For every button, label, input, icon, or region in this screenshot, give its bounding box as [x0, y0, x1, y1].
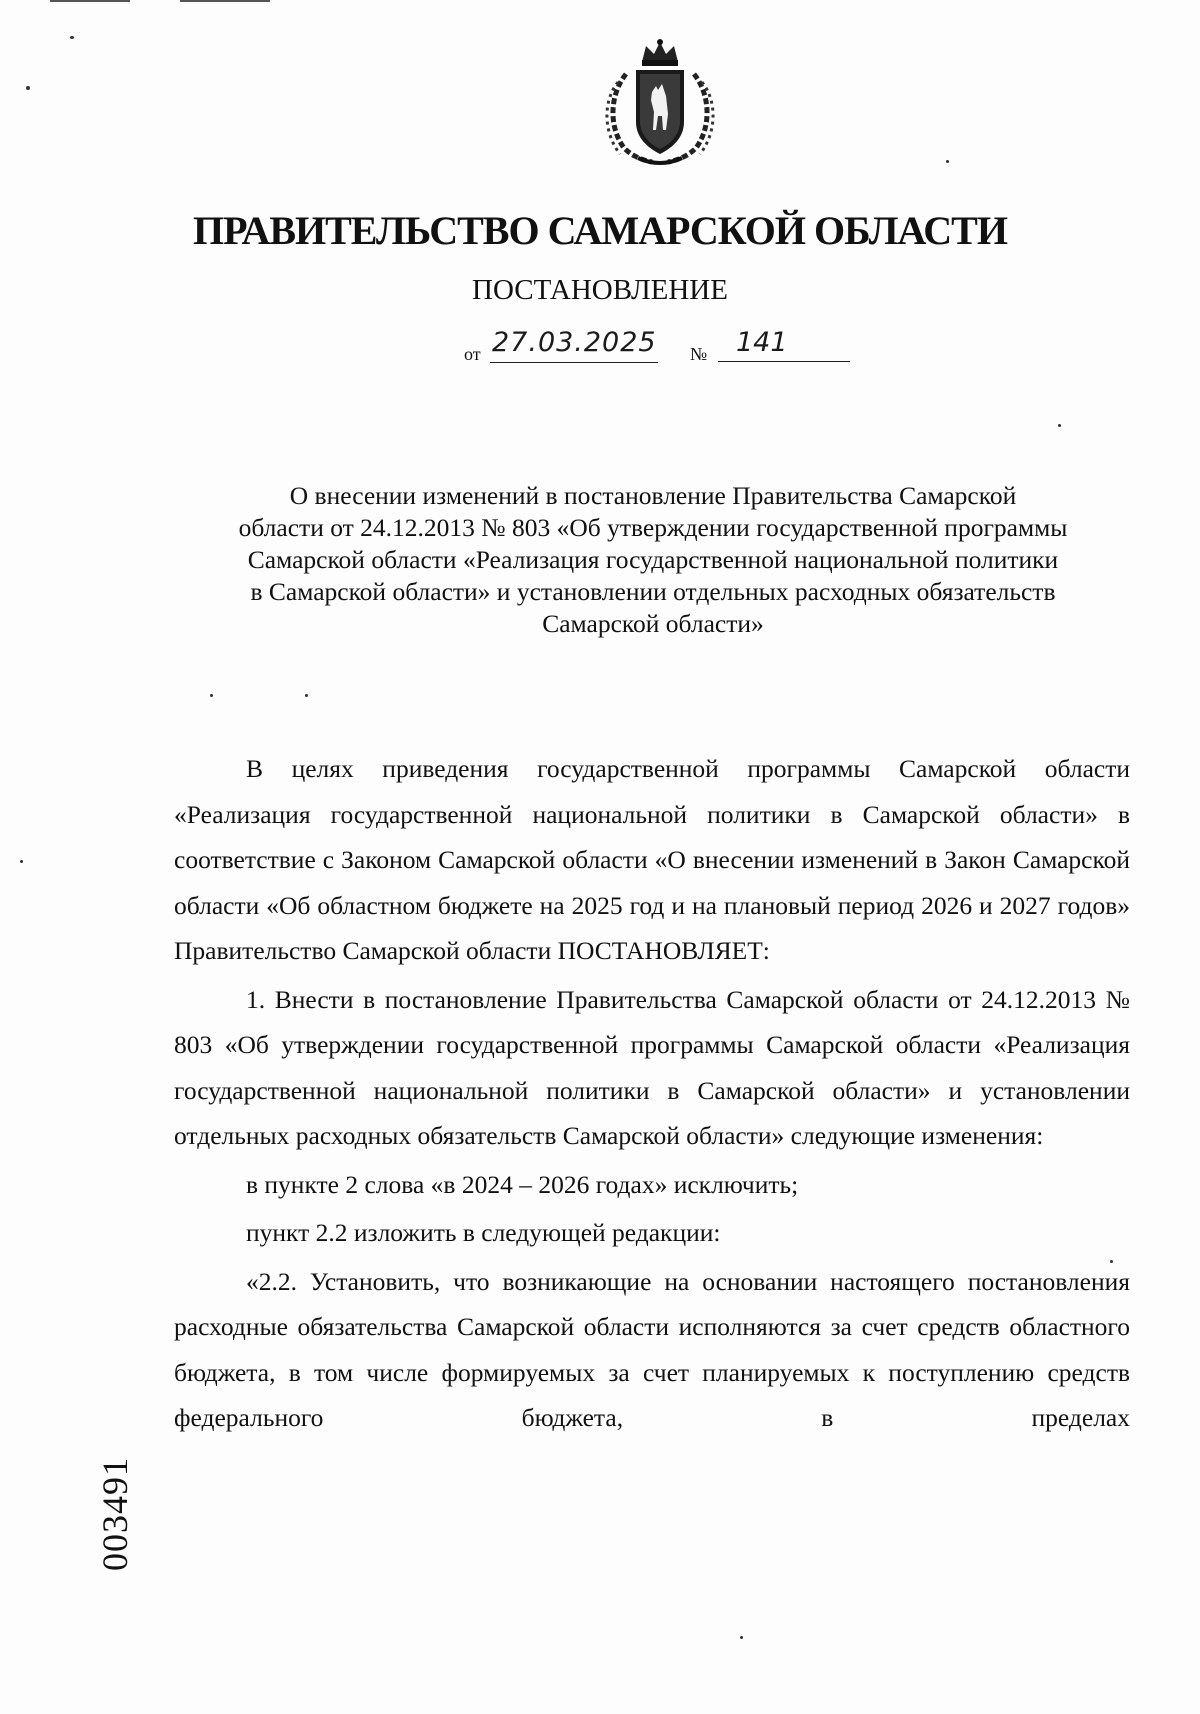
scan-speck — [740, 1636, 743, 1639]
subject-line: области от 24.12.2013 № 803 «Об утверждении государственной программы — [238, 513, 1068, 542]
date-number-line — [464, 326, 864, 372]
body-paragraph: пункт 2.2 изложить в следующей редакции: — [246, 1218, 721, 1247]
subject-line: Самарской области» — [542, 609, 764, 638]
margin-stamp-number: 003491 — [95, 1457, 135, 1571]
scan-speck — [70, 36, 74, 39]
document-date: 27.03.2025 — [490, 326, 658, 363]
body-paragraph: в пункте 2 слова «в 2024 – 2026 годах» исключить; — [246, 1169, 799, 1199]
body-paragraph: В целях приведения государственной программы Самарской области «Реализация государственной национальной политики в Самарской области» в соответствие с Законом Самарской области «О внесении изменений в Закон Самарской области «Об областном бюджете на 2025 год и на плановый период 2026 и 2027 годов» Правительство Самарской области ПОСТАНОВЛЯЕТ: — [174, 754, 1130, 965]
margin-stamp — [94, 1430, 134, 1600]
subject-line: Самарской области «Реализация государственной национальной политики — [247, 545, 1059, 574]
date-prefix: от — [464, 344, 481, 364]
scan-speck — [26, 86, 30, 90]
document-subject — [190, 480, 1116, 640]
body-paragraph: «2.2. Установить, что возникающие на основании настоящего постановления расходные обязательства Самарской области исполняются за счет средств областного бюджета, в том числе формируемых за счет планируемых к поступлению средств федерального бюджета, в пределах — [174, 1266, 1130, 1432]
samara-coat-of-arms-icon — [596, 38, 724, 168]
scan-mark — [50, 0, 130, 2]
document-type: ПОСТАНОВЛЕНИЕ — [472, 274, 728, 306]
number-prefix: № — [690, 344, 708, 364]
subject-line: О внесении изменений в постановление Правительства Самарской — [289, 481, 1017, 510]
scan-speck — [1058, 424, 1061, 427]
subject-line: в Самарской области» и установлении отдельных расходных обязательств — [250, 577, 1056, 606]
scan-speck — [210, 694, 213, 697]
document-number: 141 — [718, 326, 850, 362]
scan-speck — [20, 860, 23, 863]
scan-mark — [180, 0, 270, 2]
scan-speck — [946, 160, 949, 163]
body-paragraph: 1. Внести в постановление Правительства Самарской области от 24.12.2013 № 803 «Об утверждении государственной программы Самарской области «Реализация государственной национальной политики в Самарской области» и установлении отдельных расходных обязательств Самарской области» следующие изменения: — [174, 984, 1130, 1150]
scan-speck — [305, 694, 308, 697]
document-body — [174, 746, 1130, 1447]
organization-title: ПРАВИТЕЛЬСТВО САМАРСКОЙ ОБЛАСТИ — [193, 208, 1007, 253]
